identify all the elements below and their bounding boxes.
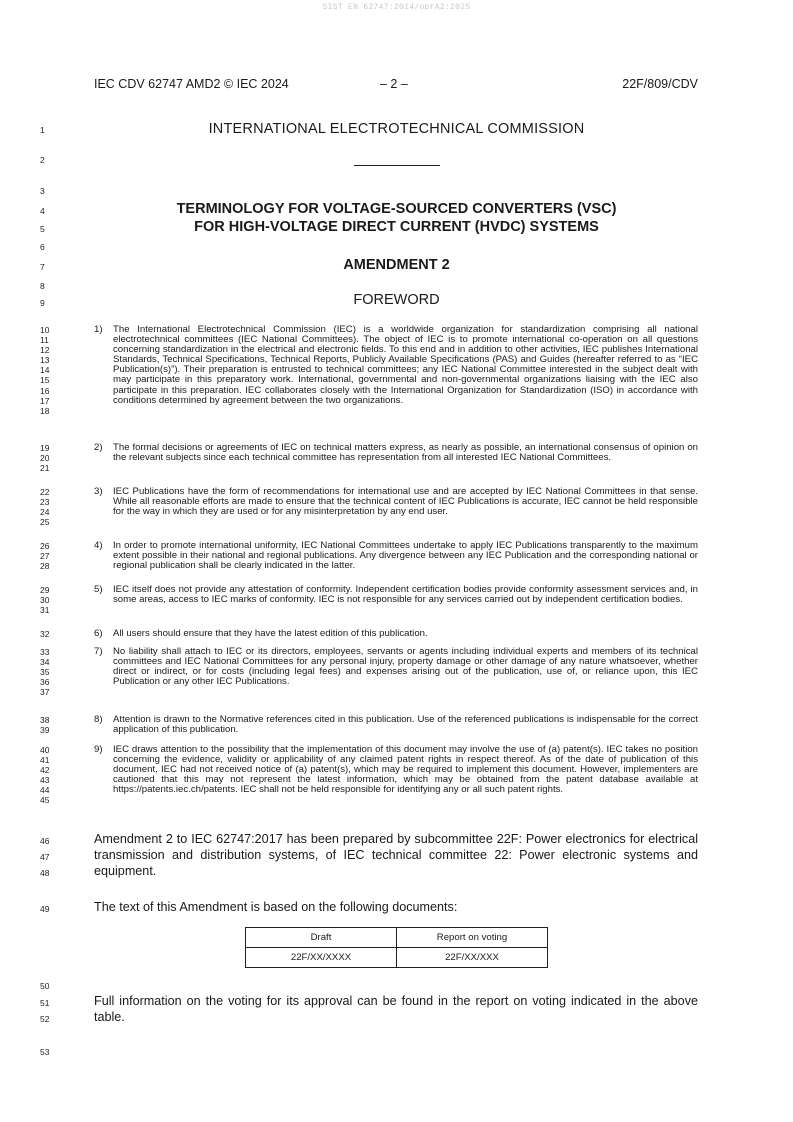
line-number-group: [40, 629, 70, 639]
line-number-group: [40, 745, 70, 806]
line-number: 40: [40, 745, 50, 755]
line-number: 23: [40, 497, 50, 508]
amendment-paragraph: Amendment 2 to IEC 62747:2017 has been prepared by subcommittee 22F: Power electronics for electrical transmission and distribution systems, of IEC technical committee 22: Power electronic systems and equipment.: [94, 832, 698, 878]
header-right: 22F/809/CDV: [622, 77, 698, 91]
line-number: 53: [40, 1047, 50, 1057]
line-number: 12: [40, 345, 50, 356]
document-title-line-1: TERMINOLOGY FOR VOLTAGE-SOURCED CONVERTERS (VSC): [176, 201, 617, 217]
table-header-row: [246, 928, 548, 948]
foreword-item-number: 9): [94, 744, 103, 755]
line-number: 11: [40, 335, 49, 346]
foreword-item: [94, 443, 698, 463]
line-number: 34: [40, 657, 50, 668]
line-number: 19: [40, 443, 50, 453]
line-number-group: [40, 541, 70, 571]
foreword-item-number: 3): [94, 486, 103, 497]
amendment-heading: AMENDMENT 2: [343, 257, 450, 273]
line-number: 51: [40, 998, 50, 1008]
line-number: 4: [40, 206, 45, 216]
line-number: 1: [40, 125, 45, 135]
line-number: 31: [40, 605, 50, 616]
foreword-item-text: The formal decisions or agreements of IEC on technical matters express, as nearly as possible, an international consensus of opinion on the relevant subjects since each technical committee has representation from all interested IEC National Committees.: [113, 442, 698, 464]
foreword-item-number: 1): [94, 324, 103, 335]
line-number: 48: [40, 868, 50, 878]
line-number: 8: [40, 281, 45, 291]
line-number: 22: [40, 487, 50, 497]
line-number: 17: [40, 395, 50, 406]
foreword-item-text: IEC itself does not provide any attestation of conformity. Independent certification bodies provide conformity assessment services and, in some areas, access to IEC marks of conformity. IEC is not responsible for any services carried out by independent certification bodies.: [113, 584, 698, 606]
foreword-item-text: No liability shall attach to IEC or its directors, employees, servants or agents including individual experts and members of its technical committees and IEC National Committees for any personal injury, property damage or other damage of any nature whatsoever, whether direct or indirect, or for costs (including legal fees) and expenses arising out of the publication, use of, or reliance upon, this IEC Publication or any other IEC Publications.: [113, 646, 698, 688]
line-number-group: [40, 487, 70, 527]
line-number: 28: [40, 561, 50, 572]
foreword-item-text: Attention is drawn to the Normative references cited in this publication. Use of the referenced publications is indispensable for the correct application of this publication.: [113, 714, 698, 736]
table-cell-draft: 22F/XX/XXXX: [246, 948, 397, 968]
foreword-item: [94, 745, 698, 795]
table-cell-report-on-voting: 22F/XX/XXX: [397, 948, 548, 968]
line-number: 9: [40, 298, 45, 308]
table-header-report-on-voting: Report on voting: [397, 928, 548, 948]
line-number: 27: [40, 551, 50, 562]
foreword-item: [94, 541, 698, 571]
line-number: 30: [40, 595, 50, 606]
voting-info-paragraph: Full information on the voting for its approval can be found in the report on voting indicated in the above table.: [94, 994, 698, 1024]
line-number: 43: [40, 775, 50, 786]
line-number: 2: [40, 155, 45, 165]
line-number: 13: [40, 355, 50, 366]
line-number: 50: [40, 981, 50, 991]
foreword-item: [94, 647, 698, 687]
line-number: 6: [40, 242, 45, 252]
line-number: 41: [40, 755, 50, 766]
foreword-item-number: 4): [94, 540, 103, 551]
line-number: 39: [40, 725, 50, 736]
line-number: 26: [40, 541, 50, 551]
foreword-item: [94, 487, 698, 517]
line-number: 15: [40, 375, 50, 386]
line-number: 33: [40, 647, 50, 657]
foreword-item: [94, 585, 698, 605]
line-number: 20: [40, 453, 50, 464]
foreword-item-text: IEC draws attention to the possibility that the implementation of this document may involve the use of (a) patent(s). IEC takes no position concerning the evidence, validity or applicability of any claimed patent rights in respect thereof. As of the date of publication of this document, IEC had not received notice of (a) patent(s), which may be required to implement this document. However, implementers are cautioned that this may not represent the latest information, which may be obtained from the patent database available at https://patents.iec.ch/patents. IEC shall not be held responsible for identifying any or all such patent rights.: [113, 744, 698, 796]
foreword-item-number: 6): [94, 628, 103, 639]
line-number-group: [40, 325, 70, 416]
based-on-paragraph: The text of this Amendment is based on the following documents:: [94, 900, 458, 914]
foreword-item-text: The International Electrotechnical Commission (IEC) is a worldwide organization for standardization comprising all national electrotechnical committees (IEC National Committees). The object of IEC is to promote international co-operation on all questions concerning standardization in the electrical and electronic fields. To this end and in addition to other activities, IEC publishes International Standards, Technical Specifications, Technical Reports, Publicly Available Specifications (PAS) and Guides (hereafter referred to as “IEC Publication(s)”). Their preparation is entrusted to technical committees; any IEC National Committee interested in the subject dealt with may participate in this preparatory work. International, governmental and non-governmental organizations liaising with the IEC also participate in this preparation. IEC collaborates closely with the International Organization for Standardization (ISO) in accordance with conditions determined by agreement between the two organizations.: [113, 324, 698, 406]
line-number: 35: [40, 667, 50, 678]
table-row: [246, 948, 548, 968]
line-number: 14: [40, 365, 50, 376]
foreword-item-number: 2): [94, 442, 103, 453]
line-number: 18: [40, 405, 50, 416]
line-number: 52: [40, 1014, 50, 1024]
foreword-item: [94, 325, 698, 406]
line-number: 45: [40, 795, 50, 806]
foreword-item-number: 7): [94, 646, 103, 657]
line-number: 5: [40, 224, 45, 234]
document-title-line-2: FOR HIGH-VOLTAGE DIRECT CURRENT (HVDC) SYSTEMS: [194, 219, 599, 235]
line-number-group: [40, 585, 70, 615]
line-number: 44: [40, 785, 50, 796]
table-header-draft: Draft: [246, 928, 397, 948]
line-number-group: [40, 647, 70, 697]
foreword-item-number: 8): [94, 714, 103, 725]
foreword-item-text: All users should ensure that they have the latest edition of this publication.: [113, 628, 428, 639]
line-number: 46: [40, 836, 50, 846]
line-number: 37: [40, 687, 50, 698]
line-number-group: [40, 715, 70, 735]
line-number: 38: [40, 715, 50, 725]
foreword-item: [94, 715, 698, 735]
separator-rule: [354, 165, 440, 166]
line-number: 25: [40, 517, 50, 528]
header-left: IEC CDV 62747 AMD2 © IEC 2024: [94, 77, 289, 91]
line-number: 47: [40, 852, 50, 862]
line-number: 3: [40, 186, 45, 196]
line-number: 24: [40, 507, 50, 518]
line-number-group: [40, 443, 70, 473]
foreword-item-text: IEC Publications have the form of recommendations for international use and are accepted by IEC National Committees in that sense. While all reasonable efforts are made to ensure that the technical content of IEC Publications is accurate, IEC cannot be held responsible for the way in which they are used or for any misinterpretation by any end user.: [113, 486, 698, 518]
commission-name: INTERNATIONAL ELECTROTECHNICAL COMMISSION: [208, 121, 585, 137]
line-number: 16: [40, 385, 50, 396]
line-number: 42: [40, 765, 50, 776]
line-number: 29: [40, 585, 50, 595]
line-number: 32: [40, 629, 50, 639]
foreword-item-number: 5): [94, 584, 103, 595]
line-number: 7: [40, 262, 45, 272]
watermark: SIST EN 62747:2014/oprA2:2025: [322, 3, 471, 12]
foreword-heading: FOREWORD: [353, 292, 440, 308]
line-number: 49: [40, 904, 50, 914]
foreword-item-text: In order to promote international uniformity, IEC National Committees undertake to apply IEC Publications transparently to the maximum extent possible in their national and regional publications. Any divergence between any IEC Publication and the corresponding national or regional publication shall be clearly indicated in the latter.: [113, 540, 698, 572]
header-page-number: – 2 –: [380, 77, 408, 91]
line-number: 10: [40, 325, 50, 335]
line-number: 21: [40, 463, 50, 474]
line-number: 36: [40, 677, 50, 688]
foreword-item: [94, 629, 698, 639]
documents-table: [245, 927, 548, 968]
